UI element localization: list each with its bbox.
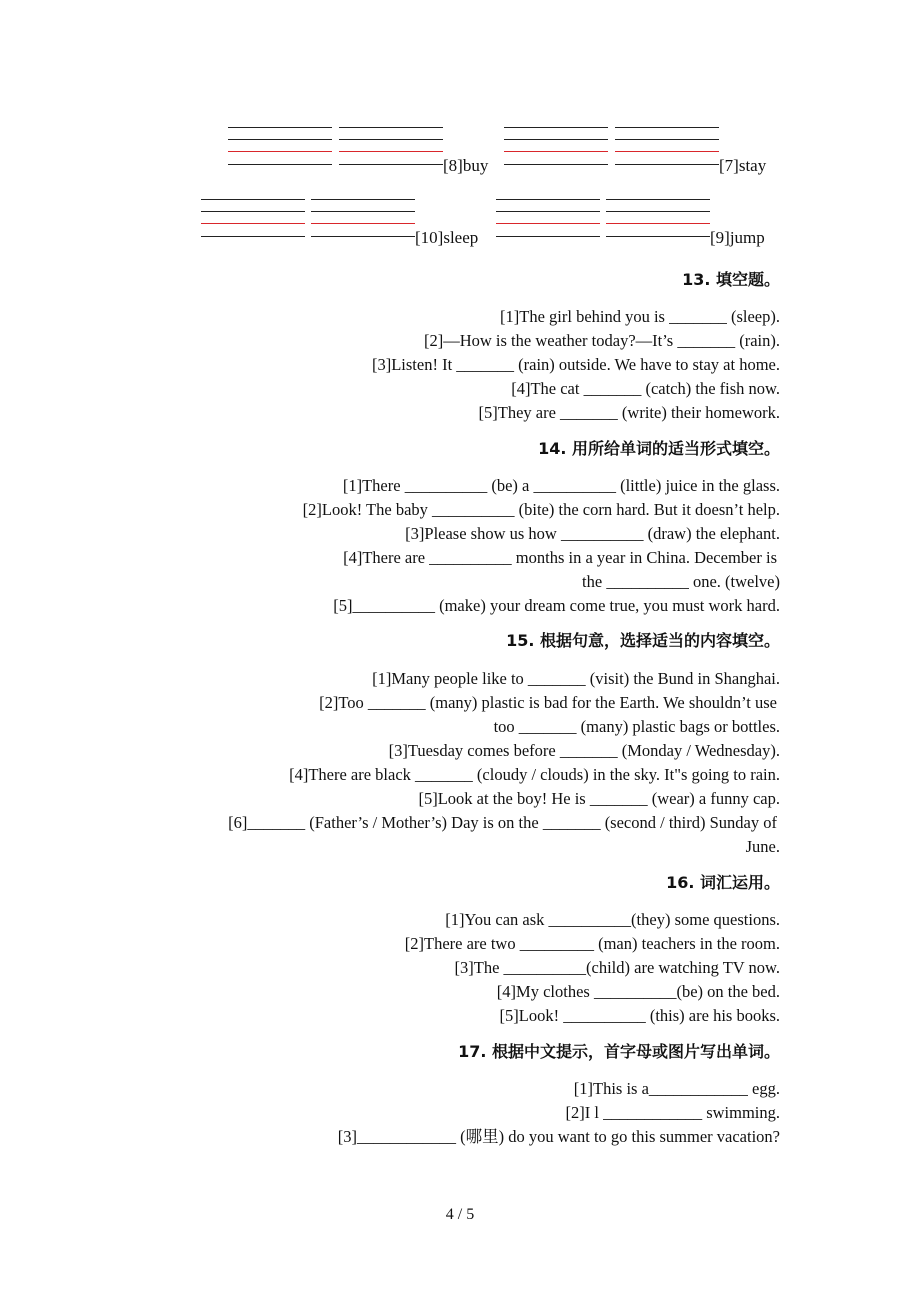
section-title: 17. 根据中文提示，首字母或图片写出单词。 <box>458 1042 780 1061</box>
question-line: June. <box>745 837 780 856</box>
question-line: [2]There are two _________ (man) teachers in the room. <box>404 934 780 953</box>
question-line: the __________ one. (twelve) <box>582 572 780 591</box>
question-line: [2]I l ____________ swimming. <box>565 1103 780 1122</box>
question-line: [4]My clothes __________(be) on the bed. <box>496 982 780 1001</box>
section-title: 15. 根据句意，选择适当的内容填空。 <box>506 631 780 650</box>
question-line: [6]_______ (Father’s / Mother’s) Day is on the _______ (second / third) Sunday of <box>228 813 777 832</box>
question-line: [5]Look at the boy! He is _______ (wear) a funny cap. <box>418 789 780 808</box>
question-line: [4]There are black _______ (cloudy / clouds) in the sky. It"s going to rain. <box>289 765 780 784</box>
question-line: [1]Many people like to _______ (visit) the Bund in Shanghai. <box>372 669 780 688</box>
section-title: 16. 词汇运用。 <box>666 873 780 892</box>
question-line: [2]—How is the weather today?—It’s _______ (rain). <box>423 331 780 350</box>
page-number: 4 / 5 <box>445 1206 475 1223</box>
word-label-jump: [9]jump <box>710 228 765 247</box>
question-line: [3]Listen! It _______ (rain) outside. We have to stay at home. <box>371 355 780 374</box>
question-line: [3]Tuesday comes before _______ (Monday / Wednesday). <box>388 741 780 760</box>
question-line: [3]The __________(child) are watching TV now. <box>454 958 780 977</box>
question-line: [5]__________ (make) your dream come true, you must work hard. <box>333 596 780 615</box>
question-line: [5]They are _______ (write) their homework. <box>478 403 780 422</box>
question-line: [2]Look! The baby __________ (bite) the corn hard. But it doesn’t help. <box>302 500 780 519</box>
question-line: too _______ (many) plastic bags or bottles. <box>493 717 780 736</box>
section-title: 14. 用所给单词的适当形式填空。 <box>538 439 780 458</box>
question-line: [4]The cat _______ (catch) the fish now. <box>511 379 780 398</box>
word-label-stay: [7]stay <box>719 156 767 175</box>
question-line: [2]Too _______ (many) plastic is bad for the Earth. We shouldn’t use <box>319 693 777 712</box>
question-line: [1]This is a____________ egg. <box>573 1079 780 1098</box>
question-line: [3]____________ (哪里) do you want to go this summer vacation? <box>337 1127 780 1146</box>
word-label-sleep: [10]sleep <box>415 228 479 247</box>
question-line: [5]Look! __________ (this) are his books. <box>499 1006 780 1025</box>
word-label-buy: [8]buy <box>443 156 489 175</box>
section-title: 13. 填空题。 <box>682 270 780 289</box>
question-line: [1]You can ask __________(they) some questions. <box>445 910 780 929</box>
question-line: [3]Please show us how __________ (draw) the elephant. <box>405 524 780 543</box>
question-line: [4]There are __________ months in a year in China. December is <box>343 548 777 567</box>
question-line: [1]There __________ (be) a __________ (little) juice in the glass. <box>342 476 780 495</box>
question-line: [1]The girl behind you is _______ (sleep). <box>500 307 780 326</box>
